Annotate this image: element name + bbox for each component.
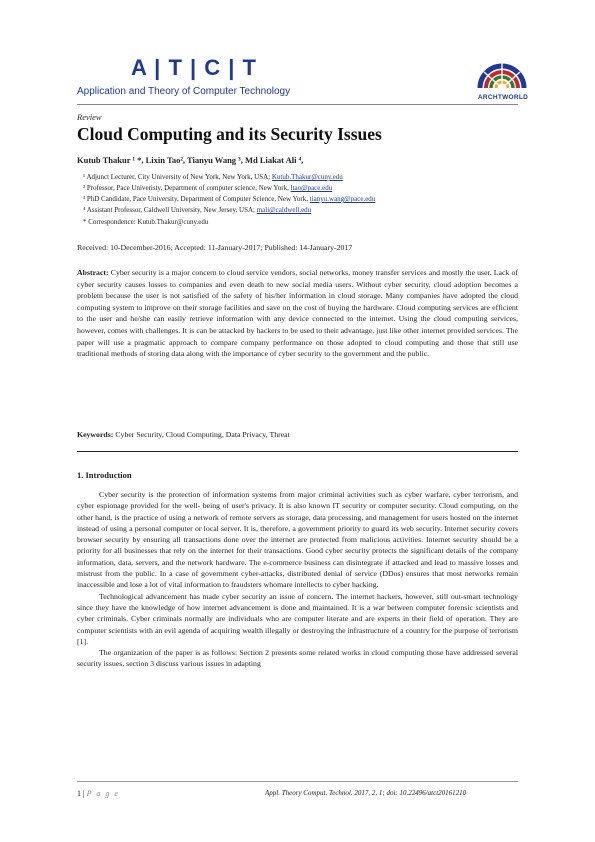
journal-logo: A | T | C | T [131, 55, 257, 80]
paragraph: Technological advancement has made cyber security an issue of concern. The internet hackers, however, still out-smart technology since they have the knowledge of how internet advancement is done and maintained. It is a war between computer forensic scientists and cyber criminals. Cyber criminals normally are individuals who are computer literate and are experts in their field of operation. They are computer scientists with an evil agenda of acquiring wealth illegally or destroying the infrastructure of a country for the purpose of terrorism [1]. [77, 591, 518, 646]
article-type: Review [77, 112, 102, 122]
page-number: 1 | P a g e [77, 789, 120, 798]
publication-dates: Received: 10-December-2016; Accepted: 11-January-2017; Published: 14-January-2017 [77, 243, 353, 252]
journal-name: Application and Theory of Computer Technology [77, 86, 291, 97]
citation-footer: Appl. Theory Comput. Technol. 2017, 2, 1; doi: 10.22496/atct20161210 [265, 789, 467, 797]
abstract-text: Cyber security is a major concern to cloud service vendors, social networks, money transfer services and mostly the user. Lack of cyber security causes losses to companies and even death to new social media users. Without cyber security, cloud adoption becomes a problem because the user is not satisfied of the safety of his/her information in cloud storage. Many companies have adopted the cloud computing system to improve on their storage facilities and save on the cost of buying the hardware. Cloud computing services are efficient to the user and he/she can easily retrieve information with any device connected to the internet. Using the cloud computing services, however, comes with challenges. It is can be attacked by hackers to be used to their advantage, just like other internet provided services. The paper will use a pragmatic approach to compare company performance on those adopted to cloud computing and those that still use traditional methods of storing data along with the importance of cyber security to the government and the public. [77, 268, 518, 359]
archtworld-logo-text: ARCHTWORLD [477, 94, 529, 101]
paragraph: Cyber security is the protection of information systems from major criminal activities such as cyber warfare, cyber terrorism, and cyber espionage provided for the well- being of user's privacy. It is also known IT security or computer security. Cloud computing, on the other hand, is the practice of using a network of remote servers as storage, data processing, and management for users hosted on the internet instead of using a personal computer or local server. It is, therefore, a government priority to guard its web security. Internet security covers browser security by ensuring all transactions done over the internet are protected from malicious activities. Internet security should be a priority for all businesses that rely on the internet for their transactions. Good cyber security protects the significant details of the company information, data, servers, and the network hardware. The e-commerce business can disintegrate if attacked and lead to massive losses and mistrust from the public. In a case of government cyber-attacks, distributed denial of service (DDos) ensures that most networks remain inaccessible and lose a lot of vital information to fraudsters whomare intellects to cyber hacking. [77, 490, 518, 590]
author-list: Kutub Thakur ¹ *, Lixin Tao², Tianyu Wang ³, Md Liakat Ali ⁴, [77, 155, 304, 165]
affiliation-3: ³ PhD Candidate, Pace University, Department of Computer Science, New York, tianyu.wang@pace.edu [83, 195, 376, 203]
affiliation-2: ² Professor, Pace Univeristy, Department of computer science, New York, ltao@pace.edu [83, 184, 333, 192]
email-link[interactable]: ltao@pace.edu [290, 184, 333, 192]
affiliation-4: ⁴ Assistant Professor, Caldwell University, New Jersey, USA; mali@caldwell.edu [83, 206, 312, 214]
abstract-label: Abstract: [77, 268, 109, 277]
paragraph: The organization of the paper is as follows: Section 2 presents some related works in cloud computing those have addressed several security issues, section 3 discuss various issues in adapting [77, 648, 518, 669]
abstract [77, 267, 518, 360]
section-divider [77, 451, 518, 452]
section-body [77, 489, 518, 670]
email-link[interactable]: Kutub.Thakur@cuny.edu [271, 173, 343, 181]
keywords [77, 430, 290, 439]
keywords-text: Cyber Security, Cloud Computing, Data Privacy, Threat [115, 430, 290, 439]
correspondence-note: * Correspondence: Kutub.Thakur@cuny.edu [83, 218, 209, 226]
email-link[interactable]: mali@caldwell.edu [256, 206, 312, 214]
section-heading: 1. Introduction [77, 470, 132, 480]
keywords-label: Keywords: [77, 430, 114, 439]
footer-divider [77, 781, 518, 782]
article-title: Cloud Computing and its Security Issues [77, 124, 382, 144]
header-divider [77, 104, 518, 105]
affiliation-1: ¹ Adjunct Lecturer, City University of New York, New York, USA; Kutub.Thakur@cuny.edu [83, 173, 343, 181]
email-link[interactable]: tianyu.wang@pace.edu [309, 195, 376, 203]
